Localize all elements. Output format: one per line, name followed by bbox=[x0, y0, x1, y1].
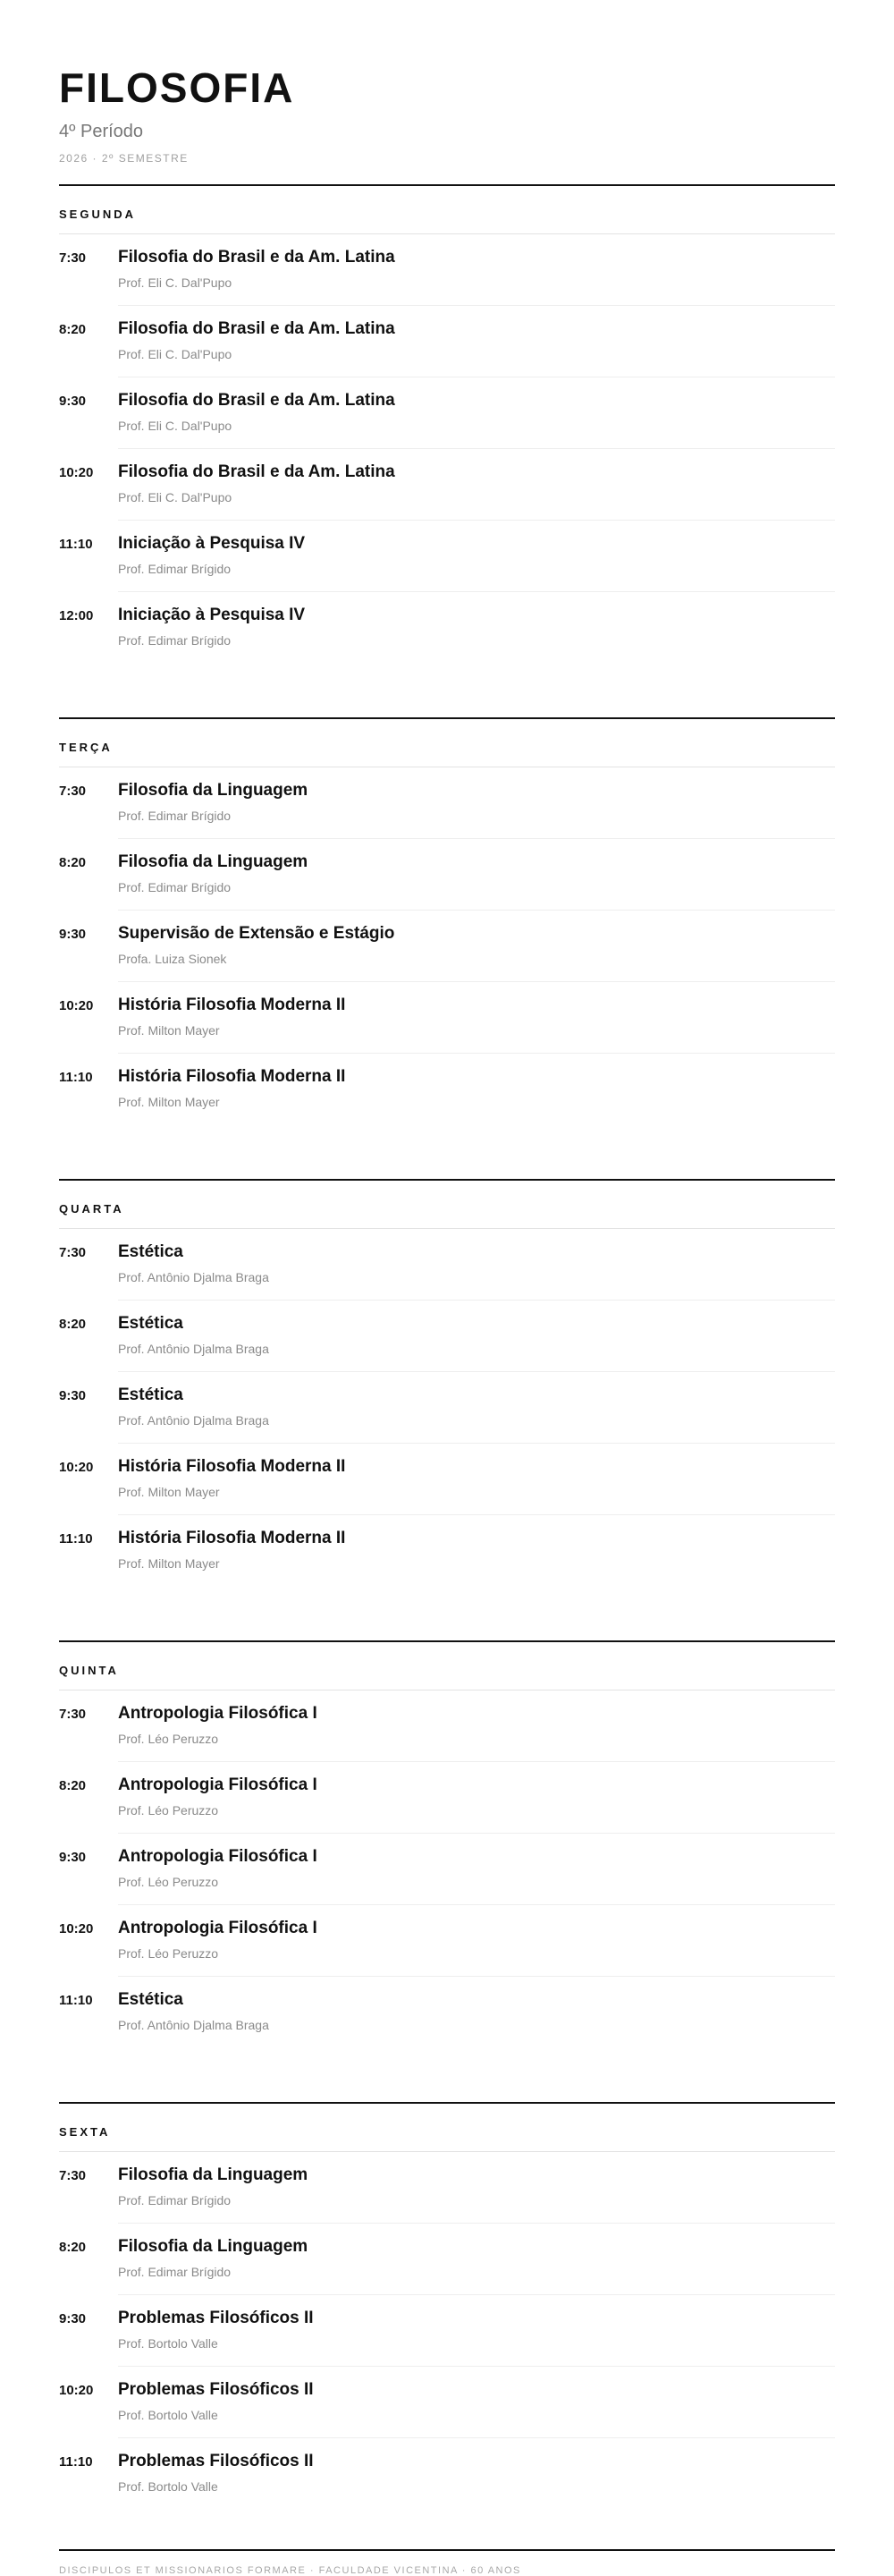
class-slot bbox=[59, 377, 835, 449]
subject-name: Filosofia do Brasil e da Am. Latina bbox=[118, 391, 395, 410]
professor-name: Prof. Edimar Brígido bbox=[118, 880, 232, 894]
professor-name: Prof. Eli C. Dal'Pupo bbox=[118, 275, 232, 290]
class-list bbox=[59, 1229, 835, 1621]
professor-name: Prof. Antônio Djalma Braga bbox=[118, 1413, 269, 1428]
slot-details bbox=[118, 2308, 835, 2367]
day-section bbox=[59, 1640, 835, 2082]
page-footer: DISCIPULOS ET MISSIONARIOS FORMARE · FACULDADE VICENTINA · 60 ANOS bbox=[59, 2549, 835, 2576]
page-subtitle: 4º Período bbox=[59, 122, 144, 141]
slot-details bbox=[118, 462, 835, 521]
class-slot bbox=[59, 2438, 835, 2510]
slot-time: 9:30 bbox=[59, 1388, 87, 1403]
page-title: FILOSOFIA bbox=[59, 64, 295, 111]
slot-details bbox=[118, 390, 835, 449]
class-slot bbox=[59, 1977, 835, 2048]
professor-name: Prof. Milton Mayer bbox=[118, 1556, 220, 1571]
professor-name: Prof. Eli C. Dal'Pupo bbox=[118, 419, 232, 433]
class-slot bbox=[59, 1229, 835, 1301]
class-slot bbox=[59, 911, 835, 982]
slot-details bbox=[118, 1918, 835, 1977]
subject-name: Estética bbox=[118, 1990, 183, 2009]
subject-name: Estética bbox=[118, 1314, 183, 1333]
slot-time: 8:20 bbox=[59, 322, 87, 337]
slot-details bbox=[118, 1385, 835, 1444]
day-section bbox=[59, 1179, 835, 1621]
class-slot bbox=[59, 839, 835, 911]
day-heading: QUARTA bbox=[59, 1181, 835, 1229]
professor-name: Prof. Edimar Brígido bbox=[118, 809, 232, 823]
slot-time: 10:20 bbox=[59, 2383, 94, 2398]
professor-name: Prof. Antônio Djalma Braga bbox=[118, 1270, 269, 1284]
day-heading: TERÇA bbox=[59, 719, 835, 767]
subject-name: Problemas Filosóficos II bbox=[118, 2452, 314, 2470]
slot-time: 7:30 bbox=[59, 1707, 87, 1722]
subject-name: Supervisão de Extensão e Estágio bbox=[118, 924, 395, 943]
semester-label: 2026 · 2º SEMESTRE bbox=[59, 152, 189, 165]
class-slot bbox=[59, 1444, 835, 1515]
professor-name: Prof. Léo Peruzzo bbox=[118, 1875, 219, 1889]
subject-name: Filosofia da Linguagem bbox=[118, 2165, 308, 2184]
slot-time: 11:10 bbox=[59, 2454, 93, 2470]
subject-name: Antropologia Filosófica I bbox=[118, 1704, 317, 1723]
class-slot bbox=[59, 2224, 835, 2295]
slot-time: 11:10 bbox=[59, 1993, 93, 2008]
subject-name: Filosofia do Brasil e da Am. Latina bbox=[118, 319, 395, 338]
class-list bbox=[59, 1690, 835, 2082]
day-heading: SEGUNDA bbox=[59, 186, 835, 234]
class-slot bbox=[59, 767, 835, 839]
subject-name: Antropologia Filosófica I bbox=[118, 1847, 317, 1866]
slot-details bbox=[118, 1313, 835, 1372]
professor-name: Prof. Antônio Djalma Braga bbox=[118, 2018, 269, 2032]
slot-details bbox=[118, 2379, 835, 2438]
slot-time: 8:20 bbox=[59, 2240, 87, 2255]
class-slot bbox=[59, 306, 835, 377]
professor-name: Prof. Edimar Brígido bbox=[118, 633, 232, 648]
subject-name: História Filosofia Moderna II bbox=[118, 996, 346, 1014]
slot-details bbox=[118, 780, 835, 839]
professor-name: Prof. Edimar Brígido bbox=[118, 562, 232, 576]
class-slot bbox=[59, 234, 835, 306]
days-container bbox=[59, 184, 835, 2544]
slot-time: 8:20 bbox=[59, 1778, 87, 1793]
professor-name: Prof. Milton Mayer bbox=[118, 1023, 220, 1038]
professor-name: Prof. Antônio Djalma Braga bbox=[118, 1342, 269, 1356]
slot-time: 8:20 bbox=[59, 855, 87, 870]
subject-name: Iniciação à Pesquisa IV bbox=[118, 534, 306, 553]
subject-name: Filosofia da Linguagem bbox=[118, 781, 308, 800]
subject-name: Iniciação à Pesquisa IV bbox=[118, 606, 306, 624]
professor-name: Prof. Edimar Brígido bbox=[118, 2265, 232, 2279]
slot-details bbox=[118, 318, 835, 377]
slot-time: 10:20 bbox=[59, 1921, 94, 1936]
slot-details bbox=[118, 1775, 835, 1834]
class-slot bbox=[59, 1054, 835, 1125]
professor-name: Prof. Eli C. Dal'Pupo bbox=[118, 490, 232, 504]
day-heading: QUINTA bbox=[59, 1642, 835, 1690]
slot-details bbox=[118, 1989, 835, 2048]
professor-name: Profa. Luiza Sionek bbox=[118, 952, 227, 966]
subject-name: Antropologia Filosófica I bbox=[118, 1919, 317, 1937]
slot-time: 9:30 bbox=[59, 394, 87, 409]
slot-time: 11:10 bbox=[59, 1070, 93, 1085]
slot-details bbox=[118, 995, 835, 1054]
slot-details bbox=[118, 2236, 835, 2295]
day-section bbox=[59, 717, 835, 1159]
class-list bbox=[59, 2152, 835, 2544]
class-slot bbox=[59, 1372, 835, 1444]
slot-time: 9:30 bbox=[59, 1850, 87, 1865]
class-slot bbox=[59, 982, 835, 1054]
slot-details bbox=[118, 1846, 835, 1905]
slot-time: 7:30 bbox=[59, 2168, 87, 2183]
class-slot bbox=[59, 2295, 835, 2367]
subject-name: Filosofia da Linguagem bbox=[118, 852, 308, 871]
class-slot bbox=[59, 1515, 835, 1587]
slot-time: 10:20 bbox=[59, 998, 94, 1013]
slot-time: 8:20 bbox=[59, 1317, 87, 1332]
class-slot bbox=[59, 1834, 835, 1905]
class-slot bbox=[59, 1301, 835, 1372]
slot-details bbox=[118, 2165, 835, 2224]
subject-name: Estética bbox=[118, 1242, 183, 1261]
professor-name: Prof. Edimar Brígido bbox=[118, 2193, 232, 2207]
subject-name: História Filosofia Moderna II bbox=[118, 1529, 346, 1547]
professor-name: Prof. Milton Mayer bbox=[118, 1485, 220, 1499]
slot-details bbox=[118, 1528, 835, 1587]
subject-name: Problemas Filosóficos II bbox=[118, 2380, 314, 2399]
class-list bbox=[59, 234, 835, 698]
day-section bbox=[59, 184, 835, 698]
slot-time: 11:10 bbox=[59, 1531, 93, 1546]
professor-name: Prof. Léo Peruzzo bbox=[118, 1803, 219, 1818]
professor-name: Prof. Bortolo Valle bbox=[118, 2479, 218, 2494]
professor-name: Prof. Bortolo Valle bbox=[118, 2336, 218, 2351]
subject-name: Problemas Filosóficos II bbox=[118, 2309, 314, 2327]
day-heading: SEXTA bbox=[59, 2104, 835, 2152]
slot-details bbox=[118, 2451, 835, 2510]
slot-details bbox=[118, 533, 835, 592]
slot-details bbox=[118, 852, 835, 911]
class-slot bbox=[59, 521, 835, 592]
class-slot bbox=[59, 1762, 835, 1834]
professor-name: Prof. Milton Mayer bbox=[118, 1095, 220, 1109]
slot-time: 11:10 bbox=[59, 537, 93, 552]
subject-name: Antropologia Filosófica I bbox=[118, 1775, 317, 1794]
slot-time: 7:30 bbox=[59, 1245, 87, 1260]
slot-time: 7:30 bbox=[59, 784, 87, 799]
day-section bbox=[59, 2102, 835, 2544]
subject-name: História Filosofia Moderna II bbox=[118, 1067, 346, 1086]
slot-time: 9:30 bbox=[59, 2311, 87, 2326]
slot-details bbox=[118, 1241, 835, 1301]
slot-details bbox=[118, 605, 835, 664]
class-slot bbox=[59, 1905, 835, 1977]
page-header bbox=[59, 0, 835, 165]
class-slot bbox=[59, 2367, 835, 2438]
class-slot bbox=[59, 1690, 835, 1762]
subject-name: Filosofia da Linguagem bbox=[118, 2237, 308, 2256]
slot-details bbox=[118, 923, 835, 982]
slot-details bbox=[118, 1703, 835, 1762]
slot-details bbox=[118, 247, 835, 306]
subject-name: Filosofia do Brasil e da Am. Latina bbox=[118, 462, 395, 481]
subject-name: História Filosofia Moderna II bbox=[118, 1457, 346, 1476]
slot-details bbox=[118, 1456, 835, 1515]
slot-time: 10:20 bbox=[59, 465, 94, 480]
class-slot bbox=[59, 2152, 835, 2224]
slot-time: 9:30 bbox=[59, 927, 87, 942]
professor-name: Prof. Léo Peruzzo bbox=[118, 1732, 219, 1746]
slot-details bbox=[118, 1066, 835, 1125]
class-list bbox=[59, 767, 835, 1159]
professor-name: Prof. Léo Peruzzo bbox=[118, 1946, 219, 1961]
slot-time: 12:00 bbox=[59, 608, 94, 623]
slot-time: 7:30 bbox=[59, 250, 87, 266]
slot-time: 10:20 bbox=[59, 1460, 94, 1475]
subject-name: Filosofia do Brasil e da Am. Latina bbox=[118, 248, 395, 267]
class-slot bbox=[59, 592, 835, 664]
subject-name: Estética bbox=[118, 1385, 183, 1404]
class-slot bbox=[59, 449, 835, 521]
professor-name: Prof. Eli C. Dal'Pupo bbox=[118, 347, 232, 361]
professor-name: Prof. Bortolo Valle bbox=[118, 2408, 218, 2422]
